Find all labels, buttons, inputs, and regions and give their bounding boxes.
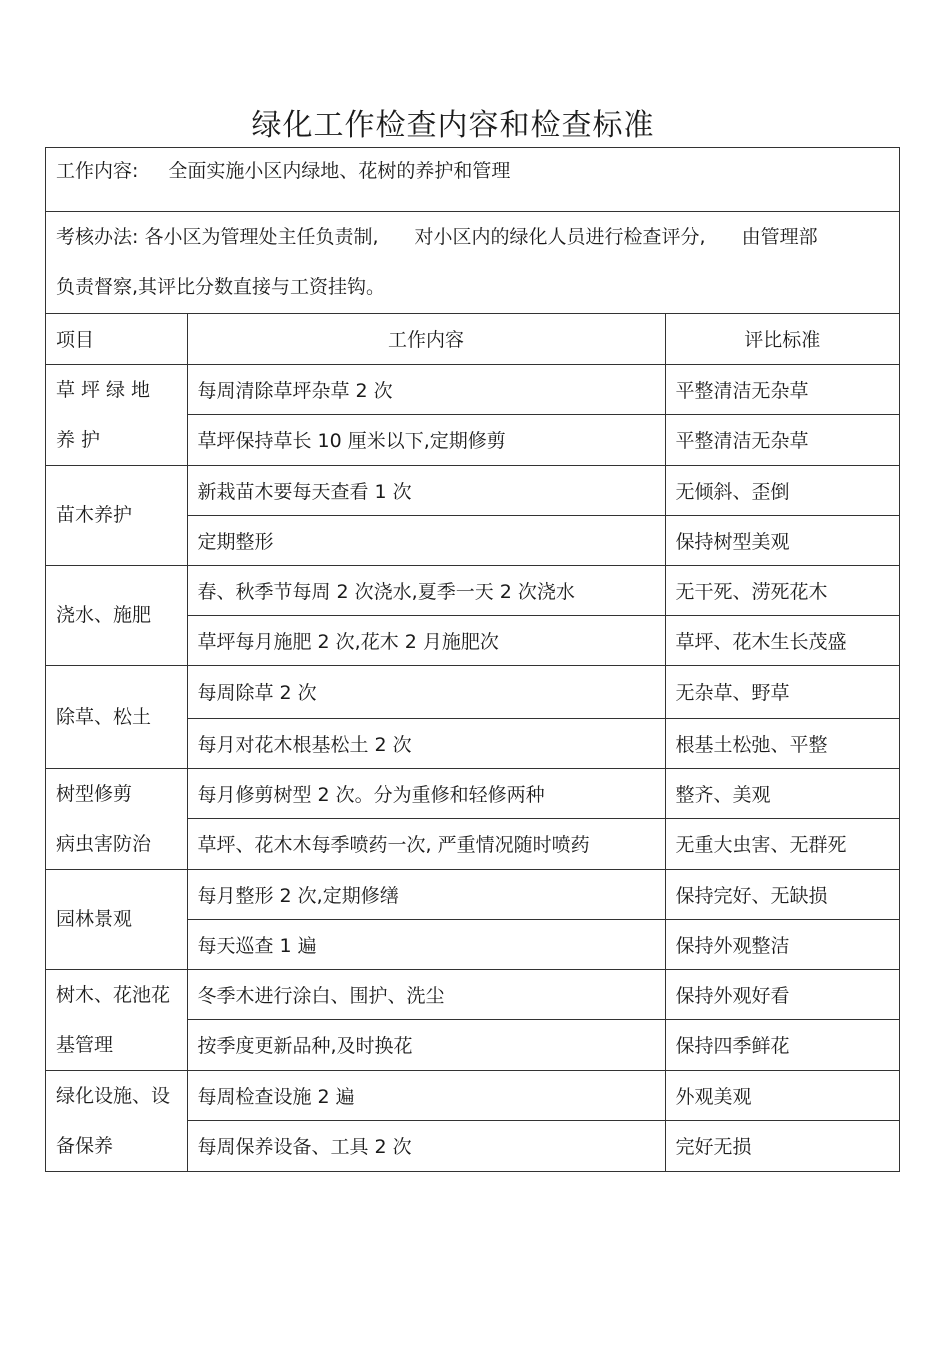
category-cell: 浇水、施肥 — [46, 565, 187, 665]
category-cell: 除草、松土 — [46, 665, 187, 768]
table-row — [46, 565, 899, 615]
category-cell: 园林景观 — [46, 869, 187, 969]
content-cell: 草坪每月施肥 2 次,花木 2 月施肥次 — [187, 615, 665, 665]
standard-cell: 无重大虫害、无群死 — [665, 819, 899, 870]
standard-cell: 保持树型美观 — [665, 515, 899, 565]
content-cell: 草坪、花木木每季喷药一次, 严重情况随时喷药 — [187, 819, 665, 870]
standard-cell: 无干死、涝死花木 — [665, 565, 899, 615]
standard-cell: 整齐、美观 — [665, 768, 899, 819]
table-row — [46, 665, 899, 718]
work-content-row — [46, 148, 899, 212]
content-cell: 每天巡查 1 遍 — [187, 919, 665, 969]
header-standard: 评比标准 — [744, 329, 821, 352]
category-cell — [46, 768, 187, 869]
table-row — [46, 364, 899, 415]
assessment-text-4: 负责督察,其评比分数直接与工资挂钩。 — [56, 276, 386, 298]
standard-cell: 根基土松弛、平整 — [665, 718, 899, 768]
table-row — [46, 768, 899, 819]
standard-cell: 保持四季鲜花 — [665, 1020, 899, 1071]
header-content: 工作内容 — [187, 314, 665, 364]
standard-cell: 草坪、花木生长茂盛 — [665, 615, 899, 665]
category-line-2: 备保养 — [56, 1134, 114, 1157]
page-title: 绿化工作检查内容和检查标准 — [251, 108, 655, 143]
assessment-row — [46, 212, 899, 314]
work-content-label: 工作内容: — [56, 160, 139, 182]
inspection-table — [45, 147, 900, 1172]
content-cell: 春、秋季节每周 2 次浇水,夏季一天 2 次浇水 — [187, 565, 665, 615]
category-cell — [46, 1070, 187, 1171]
table-row — [46, 969, 899, 1020]
standard-cell: 保持外观整洁 — [665, 919, 899, 969]
content-cell: 每周除草 2 次 — [187, 665, 665, 718]
content-cell: 每周清除草坪杂草 2 次 — [187, 364, 665, 415]
standard-cell: 保持完好、无缺损 — [665, 869, 899, 919]
category-line-2: 基管理 — [56, 1033, 114, 1056]
content-cell: 定期整形 — [187, 515, 665, 565]
standard-cell: 保持外观好看 — [665, 969, 899, 1020]
content-cell: 每周保养设备、工具 2 次 — [187, 1120, 665, 1170]
category-cell — [46, 969, 187, 1070]
content-cell: 每月对花木根基松土 2 次 — [187, 718, 665, 768]
assessment-text-1: 各小区为管理处主任负责制, — [144, 226, 379, 248]
assessment-text-3: 由管理部 — [741, 226, 818, 248]
standard-cell: 无杂草、野草 — [665, 665, 899, 718]
category-line-1: 绿化设施、设 — [56, 1084, 171, 1107]
content-cell: 新栽苗木要每天查看 1 次 — [187, 465, 665, 515]
standard-cell: 平整清洁无杂草 — [665, 364, 899, 415]
content-cell: 每月修剪树型 2 次。分为重修和轻修两种 — [187, 768, 665, 819]
standard-cell: 完好无损 — [665, 1120, 899, 1170]
assessment-text-2: 对小区内的绿化人员进行检查评分, — [414, 226, 706, 248]
category-line-2: 病虫害防治 — [56, 832, 152, 855]
table-row — [46, 1070, 899, 1120]
content-cell: 草坪保持草长 10 厘米以下,定期修剪 — [187, 415, 665, 466]
table-row — [46, 465, 899, 515]
header-item: 项目 — [46, 314, 187, 364]
content-cell: 按季度更新品种,及时换花 — [187, 1020, 665, 1071]
category-line-1: 树木、花池花 — [56, 983, 171, 1006]
category-cell: 草坪绿地养护 — [46, 364, 187, 465]
category-line-1: 树型修剪 — [56, 782, 133, 805]
category-cell: 苗木养护 — [46, 465, 187, 565]
table-row — [46, 869, 899, 919]
standard-cell: 无倾斜、歪倒 — [665, 465, 899, 515]
content-cell: 每周检查设施 2 遍 — [187, 1070, 665, 1120]
work-content-text: 全面实施小区内绿地、花树的养护和管理 — [168, 160, 511, 182]
standard-cell: 平整清洁无杂草 — [665, 415, 899, 466]
content-cell: 每月整形 2 次,定期修缮 — [187, 869, 665, 919]
content-cell: 冬季木进行涂白、围护、洗尘 — [187, 969, 665, 1020]
assessment-label: 考核办法: — [56, 226, 139, 248]
header-row — [46, 314, 899, 364]
standard-cell: 外观美观 — [665, 1070, 899, 1120]
standards-grid — [46, 314, 899, 1171]
